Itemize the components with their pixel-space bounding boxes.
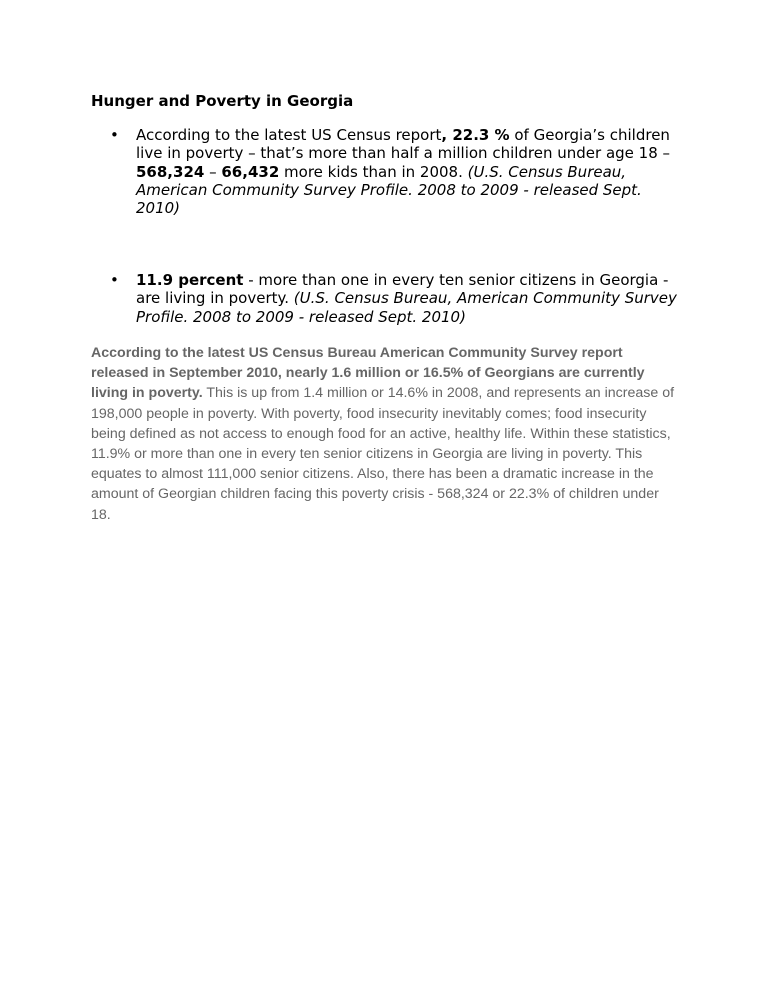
- bullet-text: [136, 271, 680, 326]
- page-title: Hunger and Poverty in Georgia: [91, 92, 354, 110]
- bullet-marker: •: [110, 271, 119, 289]
- bullet-text-part-bold: 66,432: [221, 162, 280, 181]
- bullet-text: [136, 126, 680, 217]
- bullet-text-part-bold: , 22.3 %: [441, 126, 510, 144]
- bullet-citation: (U.S. Census Bureau, American Community Survey Profile. 2008 to 2009 - released Sept. 2010): [136, 289, 677, 326]
- bullet-text-part: of Georgia’s children live in poverty – that’s more than half a million children under age 18 –: [136, 126, 671, 163]
- bullet-item-children-poverty: [110, 126, 680, 217]
- bullet-text-part: more kids than in 2008.: [279, 162, 468, 181]
- bullet-text-part-bold: 11.9 percent: [136, 271, 244, 289]
- bullet-item-senior-poverty: [110, 271, 680, 326]
- bullet-marker: •: [110, 126, 119, 144]
- bullet-text-part-bold: 568,324: [136, 162, 205, 181]
- bullet-text-part: - more than one in every ten senior citizens in Georgia - are living in poverty.: [136, 271, 669, 308]
- summary-lead: According to the latest US Census Bureau American Community Survey report released in September 2010, nearly 1.6 million or 16.5% of Georgians are currently living in poverty.: [91, 345, 645, 402]
- summary-paragraph: [91, 343, 681, 525]
- bullet-text-part: –: [204, 162, 222, 181]
- summary-body: This is up from 1.4 million or 14.6% in 2008, and represents an increase of 198,000 people in poverty. With poverty, food insecurity inevitably comes; food insecurity being defined as not access to enough food for an active, healthy life. Within these statistics, 11.9% or more than one in every ten senior citizens in Georgia are living in poverty. This equates to almost 111,000 senior citizens. Also, there has been a dramatic increase in the amount of Georgian children facing this poverty crisis - 568,324 or 22.3% of children under 18.: [91, 385, 675, 523]
- bullet-text-part: According to the latest US Census report: [136, 126, 442, 144]
- bullet-citation: (U.S. Census Bureau, American Community Survey Profile. 2008 to 2009 - released Sept. 2010): [136, 162, 642, 218]
